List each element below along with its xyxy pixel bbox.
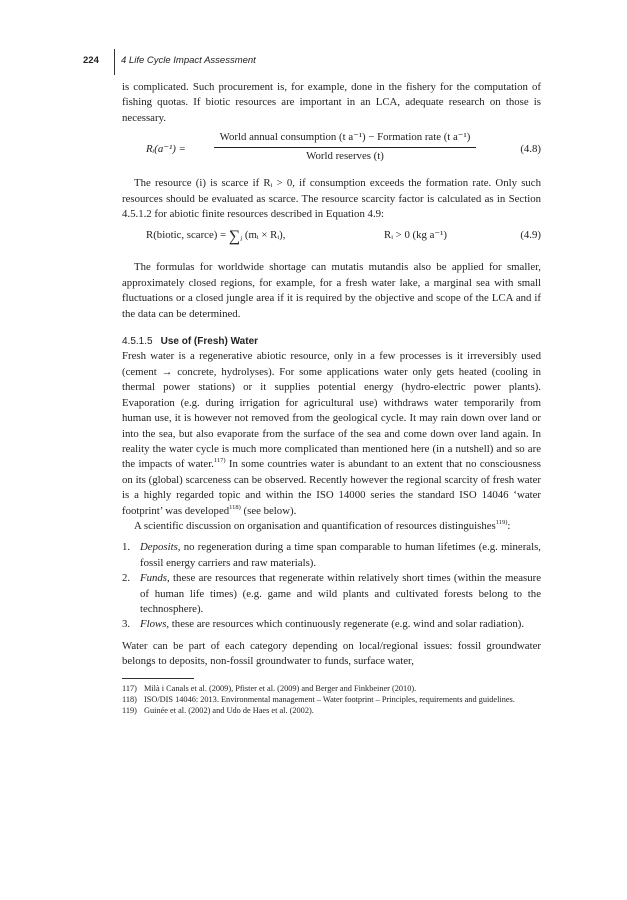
footnote-number: 118)	[122, 695, 137, 704]
footnote-text: Milà i Canals et al. (2009), Pfister et al. (2009) and Berger and Finkbeiner (2010).	[144, 683, 417, 693]
list-number: 1.	[122, 541, 131, 554]
body-text	[122, 80, 541, 717]
paragraph	[122, 349, 541, 518]
header-divider	[114, 49, 115, 75]
list-text: , these are resources that regenerate within relatively short times (within the measure of human life times) (e.g. game and wild plants and cultivated forests belong to the technosphere).	[140, 572, 541, 615]
resource-category-list	[122, 540, 541, 632]
running-title: 4 Life Cycle Impact Assessment	[121, 55, 256, 66]
list-item	[122, 571, 541, 617]
sum-symbol: ∑	[228, 228, 241, 246]
list-number: 3.	[122, 618, 131, 631]
list-number: 2.	[122, 572, 131, 585]
paragraph: The resource (i) is scarce if Rᵢ > 0, if consumption exceeds the formation rate. Only such resources should be evaluated as scarce. The resource scarcity factor is calculated as in Section 4.5.1.2 for abiotic finite resources described in Equation 4.9:	[122, 177, 541, 221]
footnote	[122, 705, 541, 716]
list-text: , these are resources which continuously regenerate (e.g. wind and solar radiation).	[166, 618, 525, 631]
footnote-ref[interactable]: 117)	[213, 457, 226, 465]
footnote-text: ISO/DIS 14046: 2013. Environmental management – Water footprint – Principles, requirements and guidelines.	[144, 695, 515, 704]
equation-4-9	[122, 224, 541, 254]
footnote-divider	[122, 678, 194, 679]
footnote-number: 117)	[122, 683, 137, 693]
equation-term: (mᵢ × Rᵢ),	[244, 229, 286, 242]
equation-condition: Rᵢ > 0 (kg a⁻¹)	[384, 229, 447, 242]
paragraph-text: A scientific discussion on organisation and quantification of resources distinguishes	[134, 519, 496, 532]
page-number: 224	[83, 55, 99, 66]
footnote-text: Guinée et al. (2002) and Udo de Haes et al. (2002).	[144, 706, 314, 716]
paragraph-text: (see below).	[240, 504, 297, 517]
equation-numerator: World annual consumption (t a⁻¹) − Formation rate (t a⁻¹)	[214, 130, 476, 147]
section-number: 4.5.1.5	[122, 336, 153, 348]
equation-lhs: R(biotic, scarce) =	[146, 229, 227, 242]
equation-expression	[146, 228, 285, 248]
equation-denominator: World reserves (t)	[306, 149, 384, 162]
list-item	[122, 540, 541, 571]
paragraph-text: :	[507, 519, 511, 532]
paragraph	[122, 519, 541, 534]
equation-4-8	[122, 130, 541, 170]
equation-number: (4.9)	[520, 229, 541, 242]
footnote	[122, 683, 541, 694]
footnote-ref[interactable]: 119)	[495, 518, 508, 526]
footnotes	[122, 683, 541, 717]
list-term: Deposits	[140, 541, 178, 554]
paragraph: Water can be part of each category depending on local/regional issues: fossil groundwater belongs to deposits, non-fossil groundwater to funds, surface water,	[122, 639, 541, 668]
paragraph-text: In some countries water is abundant to an extent that no consciousness on its (global) scarceness can be observed. Recently however the regional scarcity of fresh water is a highly regarded topic and within the ISO 14000 series the standard ISO 14046 ‘water footprint’ was developed	[122, 458, 541, 517]
section-title: Use of (Fresh) Water	[160, 336, 259, 348]
footnote-number: 119)	[122, 706, 137, 716]
footnote	[122, 694, 541, 705]
footnote-ref[interactable]: 118)	[229, 503, 241, 511]
paragraph: The formulas for worldwide shortage can mutatis mutandis also be applied for smaller, approximately closed regions, for example, for a fresh water lake, a marginal sea with small fluctuations or a closed jungle area if it is required by the objective and scope of the LCA and if the data can be determined.	[122, 261, 541, 320]
equation-number: (4.8)	[520, 143, 541, 156]
list-term: Flows	[140, 618, 167, 631]
paragraph-text: Fresh water is a regenerative abiotic resource, only in a few processes is it irreversibly used (cement → concrete, hydrolyses). For some applications water only gets heated (cooling in thermal power stations) or it supplies potential energy (hydro-electric power plants). Evaporation (e.g. during irrigation for agricultural use) withdraws water temporarily from human use, it is however not removed from the geological cycle. It may rain down over land or into the sea, but also evaporate from the surface of the sea and come down over land again. In reality the water cycle is much more complicated than mentioned here (in a nutshell) and so are the impacts of water.	[122, 350, 541, 471]
list-term: Funds	[140, 572, 167, 585]
equation-lhs: Rᵢ(a⁻¹) =	[146, 143, 186, 156]
sum-index: i	[240, 235, 243, 244]
list-text: , no regeneration during a time span comparable to human lifetimes (e.g. minerals, fossil energy carriers and raw materials).	[140, 541, 541, 569]
list-item	[122, 617, 541, 632]
section-heading	[122, 334, 541, 349]
paragraph: is complicated. Such procurement is, for example, done in the fishery for the computation of fishing quotas. If biotic resources are important in an LCA, adequate research on those is necessary.	[122, 81, 541, 124]
equation-fraction	[214, 130, 476, 164]
running-header	[83, 47, 543, 77]
